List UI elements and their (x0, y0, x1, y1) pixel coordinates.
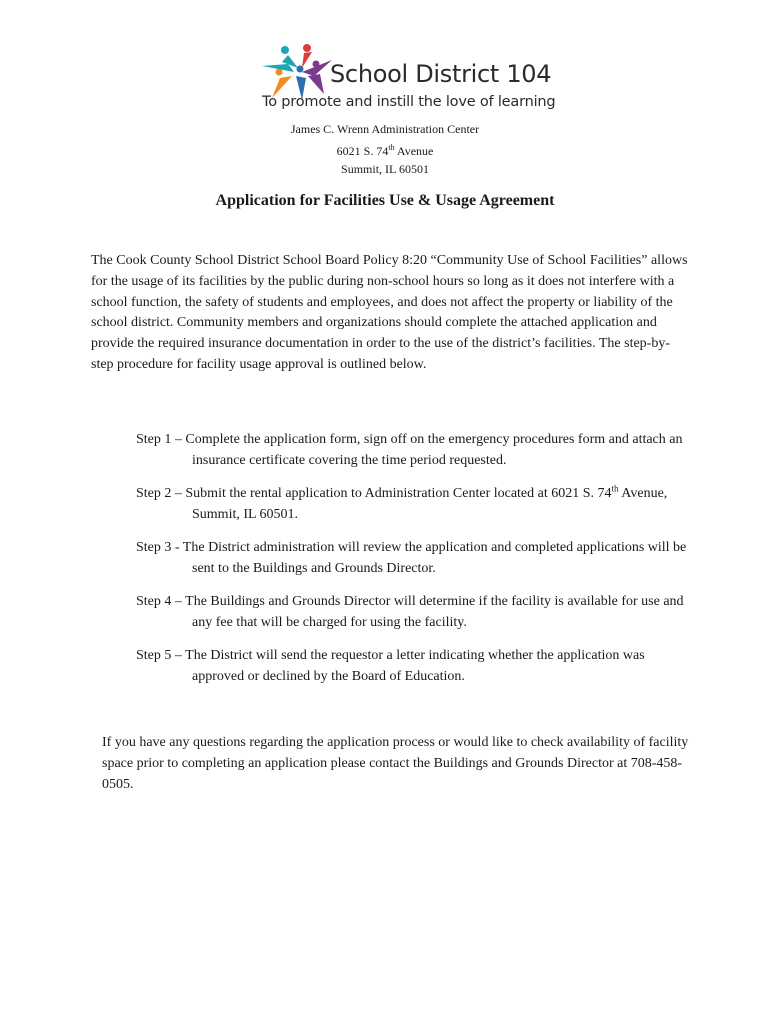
address-street-name: Avenue (394, 143, 434, 158)
step-5: Step 5 – The District will send the requestor a letter indicating whether the application was approved or declined by the Board of Education. (136, 648, 645, 685)
intro-paragraph: The Cook County School District School Board Policy 8:20 “Community Use of School Facilities” allows for the usage of its facilities by the public during non-school hours so long as it does not interfere with a school function, the safety of students and employees, and does not affect the property or liability of the school district. Community members and organizations should complete the attached application and provide the required insurance documentation in order to the use of the district’s facilities. The step-by-step procedure for facility usage approval is outlined below. (91, 253, 688, 372)
address-block (0, 120, 770, 179)
step-1: Step 1 – Complete the application form, sign off on the emergency procedures form and attach an insurance certificate covering the time period requested. (136, 432, 683, 468)
step-2-text-end: Avenue, Summit, IL 60501. (192, 486, 668, 522)
closing-paragraph: If you have any questions regarding the application process or would like to check availability of facility space prior to completing an application please contact the Buildings and Grounds Director at 708-458-0505. (102, 735, 689, 792)
step-2-ordinal-suffix: th (611, 483, 619, 494)
district-logo (258, 42, 556, 118)
steps-list (136, 430, 696, 700)
address-street-number: 6021 S. 74 (336, 143, 389, 158)
district-name: School District 104 (330, 60, 552, 88)
address-line-1: James C. Wrenn Administration Center (290, 122, 480, 136)
document-title: Application for Facilities Use & Usage Agreement (215, 192, 555, 209)
address-line-3: Summit, IL 60501 (341, 162, 429, 176)
district-tagline: To promote and instill the love of learning (262, 94, 556, 110)
step-2 (136, 484, 696, 526)
step-4: Step 4 – The Buildings and Grounds Director will determine if the facility is available for use and any fee that will be charged for using the facility. (136, 594, 684, 631)
district-logo-mark-icon (258, 42, 336, 102)
address-line-2 (0, 139, 770, 161)
step-3: Step 3 - The District administration will review the application and completed applications will be sent to the Buildings and Grounds Director. (136, 540, 687, 576)
step-2-text: Step 2 – Submit the rental application to Administration Center located at 6021 S. 74 (136, 486, 612, 502)
address-ordinal-suffix: th (388, 142, 395, 152)
